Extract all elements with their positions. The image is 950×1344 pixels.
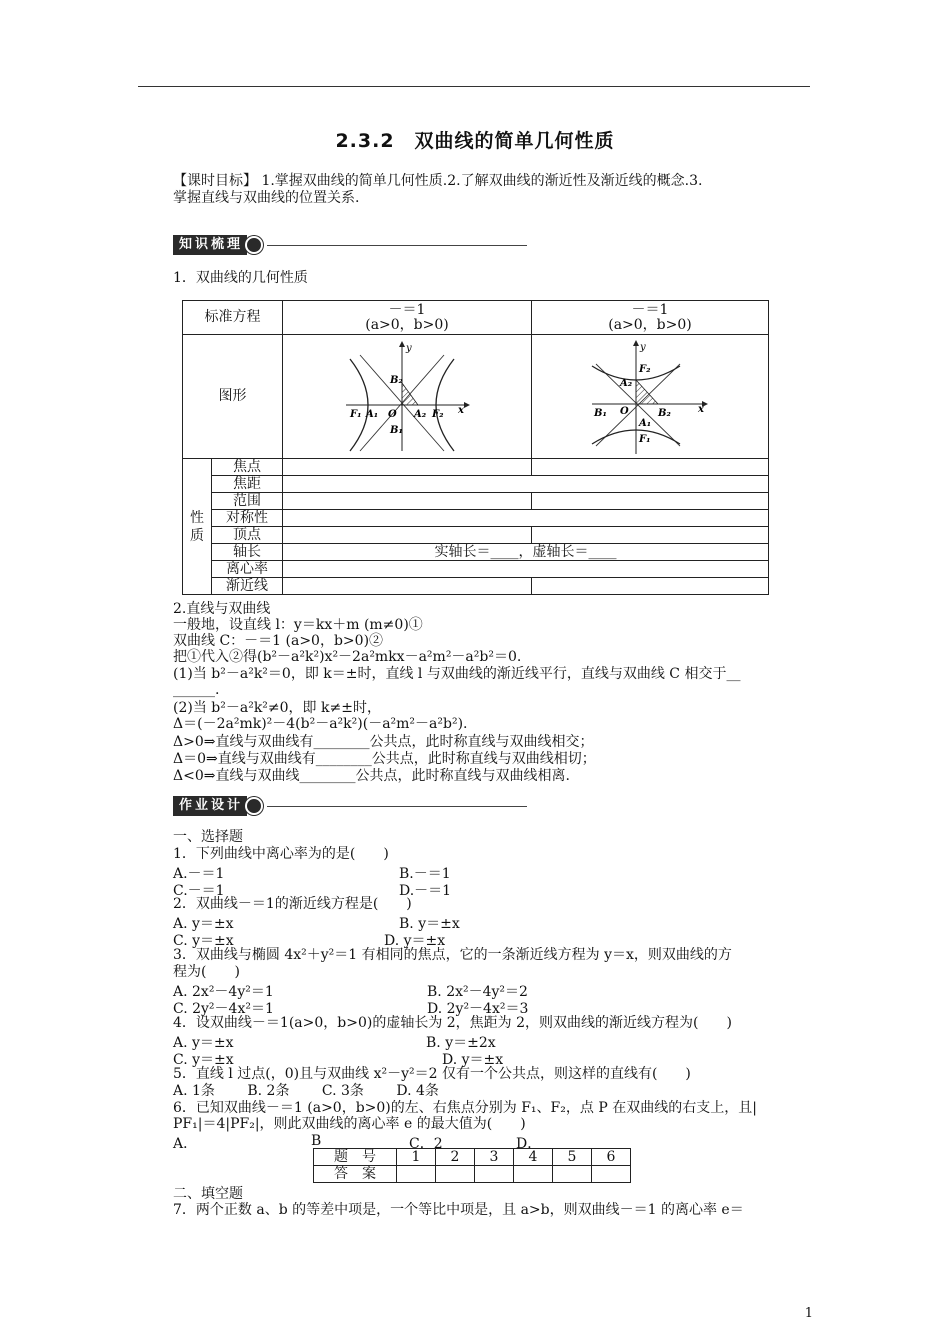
q2-option-c: C. y＝±x	[173, 933, 234, 949]
row-label-range: 范围	[212, 493, 283, 510]
label-b2: B₂	[658, 407, 671, 419]
cell-vertex-2	[532, 527, 769, 544]
page-number: 1	[804, 1306, 813, 1321]
section-banner-homework	[173, 796, 527, 816]
figure-label-cell: 图形	[183, 335, 283, 459]
answer-table	[313, 1148, 631, 1183]
question-3: 3．双曲线与椭圆 4x²＋y²＝1 有相同的焦点，它的一条渐近线方程为 y＝x，则双曲线的方	[173, 947, 732, 963]
q1-option-c: C.－＝1	[173, 883, 225, 899]
label-origin: O	[388, 408, 397, 420]
row-label-eccentricity: 离心率	[212, 561, 283, 578]
part-2-title: 二、填空题	[173, 1186, 243, 1202]
property-label: 性质	[190, 509, 204, 544]
q6-option-b: B	[311, 1133, 322, 1149]
label-a1: A₁	[639, 417, 652, 429]
banner-label: 知识梳理	[173, 235, 247, 255]
row-label-focal-length: 焦距	[212, 476, 283, 493]
section-2-line: (2)当 b²－a²k²≠0，即 k≠±时，	[173, 700, 381, 716]
label-b2: B₂	[390, 374, 403, 386]
equation-2: －＝1	[631, 301, 669, 318]
q2-option-a: A. y＝±x	[173, 916, 234, 932]
page-title: 2.3.2 双曲线的简单几何性质	[335, 130, 615, 152]
condition-1: (a>0，b>0)	[365, 316, 449, 333]
question-2: 2．双曲线－＝1的渐近线方程是( )	[173, 896, 412, 912]
banner-rule	[267, 245, 527, 246]
question-5: 5．直线 l 过点(，0)且与双曲线 x²－y²＝2 仅有一个公共点，则这样的直线有( )	[173, 1066, 691, 1082]
cell-asymptote-2	[532, 578, 769, 595]
hyperbola-vertical-graph	[588, 338, 712, 456]
cell-range-2	[532, 493, 769, 510]
section-banner-knowledge	[173, 235, 527, 255]
cell-axis-length: 实轴长＝____，虚轴长＝____	[283, 544, 769, 561]
cell-eccentricity	[283, 561, 769, 578]
q6-option-c: C．2	[409, 1136, 443, 1152]
answer-table-number-label: 题 号	[314, 1149, 397, 1166]
q1-option-a: A.－＝1	[173, 866, 225, 882]
answer-table-number: 4	[514, 1149, 553, 1166]
question-4: 4．设双曲线－＝1(a>0，b>0)的虚轴长为 2，焦距为 2，则双曲线的渐近线方程为( )	[173, 1015, 732, 1031]
answer-cell[interactable]	[397, 1166, 436, 1183]
q6-option-d: D．	[516, 1136, 542, 1152]
answer-table-number: 3	[475, 1149, 514, 1166]
q4-option-c: C. y＝±x	[173, 1052, 234, 1068]
answer-table-answer-label: 答 案	[314, 1166, 397, 1183]
banner-rule	[267, 806, 527, 807]
row-label-vertex: 顶点	[212, 527, 283, 544]
axis-label-x: x	[458, 404, 464, 416]
q3-option-d: D. 2y²－4x²＝3	[427, 1001, 529, 1017]
equation-1-cell	[283, 301, 532, 335]
q3-option-b: B. 2x²－4y²＝2	[427, 984, 528, 1000]
section-2-line: (1)当 b²－a²k²＝0，即 k＝±时，直线 l 与双曲线的渐近线平行，直线与双曲线 C 相交于__	[173, 666, 741, 682]
q4-option-d: D. y＝±x	[442, 1052, 504, 1068]
section-2-line: Δ＝(－2a²mk)²－4(b²－a²k²)(－a²m²－a²b²).	[173, 716, 468, 732]
q2-option-b: B. y＝±x	[399, 916, 460, 932]
figure-1-cell	[283, 335, 532, 459]
label-origin: O	[620, 405, 629, 417]
property-label-cell	[183, 459, 212, 595]
equation-1: －＝1	[388, 301, 426, 318]
header-rule	[138, 86, 810, 87]
axis-label-y: y	[406, 342, 412, 354]
cell-symmetry	[283, 510, 769, 527]
label-a2: A₂	[620, 377, 633, 389]
axis-label-y: y	[640, 341, 646, 353]
q3-option-a: A. 2x²－4y²＝1	[173, 984, 274, 1000]
section-2-line: 把①代入②得(b²－a²k²)x²－2a²mkx－a²m²－a²b²＝0.	[173, 649, 522, 665]
question-6-cont: PF₁|＝4|PF₂|，则此双曲线的离心率 e 的最大值为( )	[173, 1116, 526, 1132]
cell-focus-1	[283, 459, 532, 476]
goals-line-1: 【课时目标】 1.掌握双曲线的简单几何性质.2.了解双曲线的渐近性及渐近线的概念.3.	[173, 173, 703, 189]
question-1: 1．下列曲线中离心率为的是( )	[173, 846, 389, 862]
label-a1: A₁	[366, 408, 379, 420]
question-3-cont: 程为( )	[173, 964, 240, 980]
equation-2-cell	[532, 301, 769, 335]
row-label-focus: 焦点	[212, 459, 283, 476]
answer-table-number: 2	[436, 1149, 475, 1166]
bullet-icon	[245, 236, 263, 254]
bullet-icon	[245, 797, 263, 815]
section-2-title: 2.直线与双曲线	[173, 601, 271, 617]
q1-option-b: B.－＝1	[399, 866, 451, 882]
label-b1: B₁	[594, 407, 607, 419]
hyperbola-horizontal-graph	[342, 339, 472, 455]
section-2-line: 双曲线 C：－＝1 (a>0，b>0)②	[173, 633, 384, 649]
row-label-axis-length: 轴长	[212, 544, 283, 561]
label-f2: F₂	[639, 363, 651, 375]
section-2-line: ______.	[173, 682, 220, 698]
answer-cell[interactable]	[436, 1166, 475, 1183]
answer-table-number: 5	[553, 1149, 592, 1166]
q5-options: A. 1条 B. 2条 C. 3条 D. 4条	[173, 1083, 439, 1099]
cell-vertex-1	[283, 527, 532, 544]
label-b1: B₁	[390, 424, 403, 436]
cell-range-1	[283, 493, 532, 510]
condition-2: (a>0，b>0)	[608, 316, 692, 333]
q6-option-a: A．	[173, 1136, 198, 1152]
figure-2-cell	[532, 335, 769, 459]
section-2-line: Δ>0⇒直线与双曲线有________公共点，此时称直线与双曲线相交；	[173, 734, 594, 750]
answer-cell[interactable]	[475, 1166, 514, 1183]
section-1-title: 1．双曲线的几何性质	[173, 270, 308, 286]
label-f2: F₂	[432, 408, 444, 420]
section-2-line: 一般地，设直线 l：y＝kx＋m (m≠0)①	[173, 617, 423, 633]
part-1-title: 一、选择题	[173, 829, 243, 845]
answer-cell[interactable]	[553, 1166, 592, 1183]
label-f1: F₁	[639, 433, 651, 445]
axis-label-x: x	[698, 403, 704, 415]
section-2-line: Δ＝0⇒直线与双曲线有________公共点，此时称直线与双曲线相切；	[173, 751, 596, 767]
cell-focal-length	[283, 476, 769, 493]
answer-table-number: 1	[397, 1149, 436, 1166]
q1-option-d: D.－＝1	[399, 883, 452, 899]
label-a2: A₂	[414, 408, 427, 420]
question-6: 6．已知双曲线－＝1 (a>0，b>0)的左、右焦点分别为 F₁、F₂，点 P 在双曲线的右支上，且|	[173, 1100, 757, 1116]
answer-table-number: 6	[592, 1149, 631, 1166]
header-label-cell: 标准方程	[183, 301, 283, 335]
q4-option-a: A. y＝±x	[173, 1035, 234, 1051]
q4-option-b: B. y＝±2x	[426, 1035, 496, 1051]
banner-label: 作业设计	[173, 796, 247, 816]
answer-cell[interactable]	[592, 1166, 631, 1183]
cell-focus-2	[532, 459, 769, 476]
label-f1: F₁	[350, 408, 362, 420]
row-label-symmetry: 对称性	[212, 510, 283, 527]
cell-asymptote-1	[283, 578, 532, 595]
question-7: 7．两个正数 a、b 的等差中项是，一个等比中项是，且 a>b，则双曲线－＝1 的离心率 e＝	[173, 1202, 744, 1218]
answer-cell[interactable]	[514, 1166, 553, 1183]
section-2-line: Δ<0⇒直线与双曲线________公共点，此时称直线与双曲线相离.	[173, 768, 570, 784]
row-label-asymptote: 渐近线	[212, 578, 283, 595]
goals-line-2: 掌握直线与双曲线的位置关系.	[173, 190, 360, 206]
q2-option-d: D. y＝±x	[384, 933, 446, 949]
q3-option-c: C. 2y²－4x²＝1	[173, 1001, 274, 1017]
property-table	[182, 300, 769, 595]
